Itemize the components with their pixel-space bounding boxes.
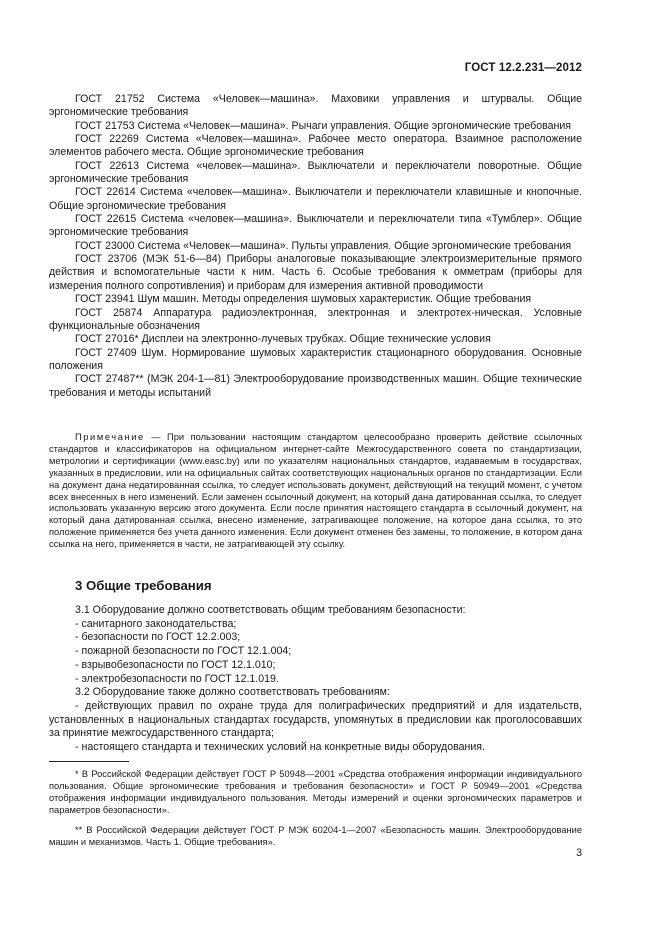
footnote: ** В Российской Федерации действует ГОСТ Р МЭК 60204-1—2007 «Безопасность машин. Электрооборудование машин и механизмов. Часть 1. Общие требования». [49, 825, 582, 847]
reference-item: ГОСТ 21752 Система «Человек—машина». Маховики управления и штурвалы. Общие эргономические требования [49, 93, 582, 119]
note-label: Примечание [75, 432, 145, 442]
reference-item: ГОСТ 22614 Система «человек—машина». Выключатели и переключатели клавишные и кнопочные. Общие эргономические требования [49, 186, 582, 212]
reference-item: ГОСТ 27016* Дисплеи на электронно-лучевых трубках. Общие технические условия [75, 333, 491, 346]
footnote-divider [49, 761, 129, 762]
reference-item: ГОСТ 21753 Система «Человек—машина». Рычаги управления. Общие эргономические требования [75, 119, 572, 132]
list-item: - действующих правил по охране труда для полиграфических предприятий и для издательств, установленных в национальных стандартах государств, упомянутых в предисловии как проголосовавших за принятие межгосударственного стандарта; [49, 699, 582, 740]
section-title: 3 Общие требования [75, 578, 212, 593]
footnote: * В Российской Федерации действует ГОСТ Р 50948—2001 «Средства отображения информации индивидуального пользования. Общие эргономические требования и требования безопасности» и ГОСТ Р 50949—2001 «Средства отображения информации индивидуального пользования. Методы измерений и оценки эргономических параметров и параметров безопасности». [49, 769, 582, 815]
page-number: 3 [576, 847, 582, 859]
reference-item: ГОСТ 23941 Шум машин. Методы определения шумовых характеристик. Общие требования [75, 293, 532, 306]
reference-item: ГОСТ 23706 (МЭК 51-6—84) Приборы аналоговые показывающие электроизмерительные прямого действия и вспомогательные части к ним. Часть 6. Особые требования к омметрам (приборы для измерения полного сопротивления) и приборам для измерения активной проводимости [49, 253, 582, 292]
list-item: - безопасности по ГОСТ 12.2.003; [75, 631, 241, 644]
note-paragraph [49, 432, 582, 551]
list-item: - пожарной безопасности по ГОСТ 12.1.004; [75, 645, 292, 658]
note-text: — При пользовании настоящим стандартом целесообразно проверить действие ссылочных стандартов и классификаторов на официальном интернет-сайте Межгосударственного совета по стандартизации, метрологии и сертификации (www.easc.by) или по указателям национальных стандартов, издаваемым в государствах, указанных в предисловии, или на официальных сайтах соответствующих национальных органов по стандартизации. Если на документ дана недатированная ссылка, то следует использовать документ, действующий на текущий момент, с учетом всех внесенных в него изменений. Если заменен ссылочный документ, на который дана датированная ссылка, то следует использовать указанную версию этого документа. Если после принятия настоящего стандарта в ссылочный документ, на который дана датированная ссылка, внесено изменение, затрагивающее положение, на которое дана ссылка, то это положение применяется без учета данного изменения. Если документ отменен без замены, то положение, в котором дана ссылка на него, применяется в части, не затрагивающей эту ссылку. [49, 432, 582, 550]
document-header: ГОСТ 12.2.231—2012 [464, 62, 582, 74]
reference-item: ГОСТ 27409 Шум. Нормирование шумовых характеристик стационарного оборудования. Основные положения [49, 346, 582, 372]
list-item: - взрывобезопасности по ГОСТ 12.1.010; [75, 658, 276, 671]
reference-item: ГОСТ 22613 Система «человек—машина». Выключатели и переключатели поворотные. Общие эргономические требования [49, 159, 582, 186]
reference-item: ГОСТ 22269 Система «Человек—машина». Рабочее место оператора. Взаимное расположение элементов рабочего места. Общие эргономические требования [49, 133, 582, 159]
normative-references-list [49, 93, 582, 400]
requirement-paragraph: 3.1 Оборудование должно соответствовать общим требованиям безопасности: [75, 604, 466, 616]
list-item: - электробезопасности по ГОСТ 12.1.019. [75, 672, 279, 685]
list-item: - настоящего стандарта и технических условий на конкретные виды оборудования. [75, 741, 485, 754]
section-body [49, 604, 582, 755]
list-item: - санитарного законодательства; [75, 617, 237, 630]
reference-item: ГОСТ 27487** (МЭК 204-1—81) Электрооборудование производственных машин. Общие технические требования и методы испытаний [49, 373, 582, 399]
reference-item: ГОСТ 23000 Система «Человек—машина». Пульты управления. Общие эргономические требования [75, 239, 572, 252]
requirement-paragraph: 3.2 Оборудование также должно соответствовать требованиям: [75, 686, 390, 699]
reference-item: ГОСТ 25874 Аппаратура радиоэлектронная, электронная и электротех-ническая. Условные функциональные обозначения [49, 306, 582, 332]
footnotes [49, 768, 582, 856]
reference-item: ГОСТ 22615 Система «человек—машина». Выключатели и переключатели типа «Тумблер». Общие эргономические требования [49, 213, 582, 239]
